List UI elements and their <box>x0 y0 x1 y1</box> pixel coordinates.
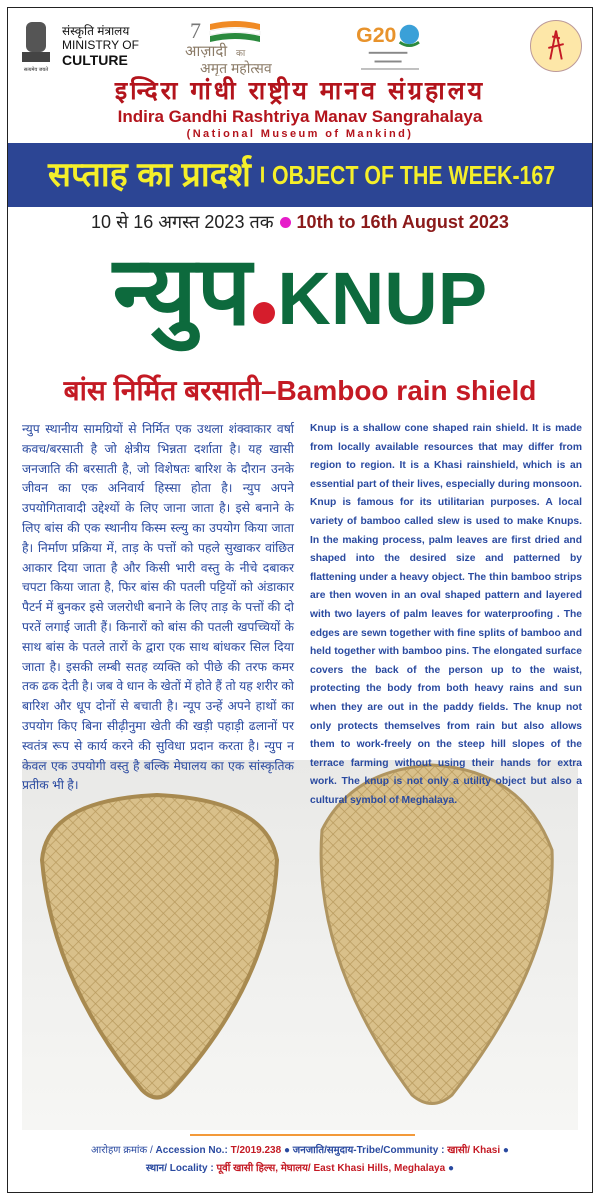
subtitle-hi: बांस निर्मित बरसाती– <box>63 375 277 406</box>
igrms-logo <box>530 20 582 72</box>
museum-title-en: Indira Gandhi Rashtriya Manav Sangrahalaya <box>117 107 483 126</box>
ministry-of-culture-logo <box>62 24 139 68</box>
tribe-label: जनजाति/समुदाय-Tribe/Community : <box>292 1145 445 1156</box>
g20-logo <box>350 18 430 76</box>
object-name-hi: न्युप <box>112 238 252 345</box>
svg-text:का: का <box>236 48 246 58</box>
date-en: 10th to 16th August 2023 <box>296 212 509 232</box>
description-hi: न्युप स्थानीय सामग्रियों से निर्मित एक उथला शंक्वाकार वर्षा कवच/बरसाती है जो क्षेत्रीय भिन्नता दर्शाता है। यह खासी जनजाति की बरसाती है, जो विशेषतः बारिश के दौरान उनके जीवन का एक अनिवार्य हिस्सा होता है। न्युप अपने उपयोगितावादी उद्देश्यों के लिए जाना जाता है। इसे बनाने के लिए बांस की एक स्थानीय किस्म स्ल्यु का उपयोग किया जाता है। निर्माण प्रक्रिया में, ताड़ के पत्तों को पहले सुखाकर वांछित आकार दिया जाता है और किसी भारी वस्तु के नीचे दबाकर चपटा किया जाता है, फिर बांस की पतली पट्टियों को अंडाकार पैटर्न में बुनकर इसे जलरोधी बनाने के लिए ताड़ के पत्तों की दो परतें लगाई जाती हैं। किनारों को बांस की पतली खपच्चियों के साथ बांस के पतले तारों के द्वारा एक साथ बांधकर सिल दिया जाता है। इसकी लम्बी सतह व्यक्ति को पीछे की तरफ कमर तक ढक देती है। जब वे धान के खेतों में होते हैं तो यह शरीर को बारिश और धूप दोनों से बचाती है। न्यूप उन्हें अपने हाथों का उपयोग किए बिना सीढ़ीनुमा खेती की खड़ी पहाड़ी ढलानों पर स्वतंत्र रूप से कार्य करने की सुविधा प्रदान करता है। न्युप न केवल एक उपयोगी वस्तु है बल्कि मेघालय का एक सांस्कृतिक प्रतीक भी है। <box>22 422 294 793</box>
azadi-ka-amrit-mahotsav-logo <box>180 16 290 76</box>
bullet-dot-icon <box>280 217 291 228</box>
svg-text:G20: G20 <box>356 23 397 48</box>
ministry-en-1: MINISTRY OF <box>62 38 139 52</box>
date-hi: 10 से 16 अगस्त 2023 तक <box>91 212 274 232</box>
museum-subtitle: (National Museum of Mankind) <box>186 128 414 140</box>
locality-label: स्थान/ Locality : <box>146 1163 214 1174</box>
ministry-en-2: CULTURE <box>62 52 128 68</box>
accession-label: Accession No.: <box>155 1145 228 1156</box>
svg-text:अमृत महोत्सव: अमृत महोत्सव <box>200 60 272 76</box>
description-en: Knup is a shallow cone shaped rain shield. It is made from locally available resources that may differ from region to region. It is a Khasi rainshield, which is an essential part of their lives, especially during monsoon. Knup is famous for its utilitarian purposes. A local variety of bamboo called slew is used to make Knups. In the making process, palm leaves are first dried and shaped into the desired size and patterned by flattening under a heavy object. The thin bamboo strips are then woven in an oval shaped pattern and layered with two layers of palm leaves for waterproofing . The edges are sewn together with fine splits of bamboo and held together with bamboo pins. The elongated surface covers the back of the person up to the waist, protecting the body from both heavy rains and sun when they are out in the paddy fields. The knup not only protects themselves from rain but also allows them to work-freely on the steep hill slopes of the terrace farming without using their hands for extra work. The knup is not only a utility object but also a cultural symbol of Meghalaya. <box>310 423 582 806</box>
svg-text:आज़ादी: आज़ादी <box>185 43 228 60</box>
banner-en: OBJECT OF THE WEEK-167 <box>271 160 556 190</box>
accession-label-hi: आरोहण क्रमांक / <box>91 1145 153 1156</box>
footer-details: आरोहण क्रमांक / Accession No.: T/2019.238 ● जनजाति/समुदाय-Tribe/Community : खासी/ Khasi ● स्थान/ Locality : पूर्वी खासी हिल्स, मेघालय/ East Khasi Hills, Meghalaya ● <box>91 1145 509 1174</box>
museum-title-hi: इन्दिरा गांधी राष्ट्रीय मानव संग्रहालय <box>114 77 486 105</box>
red-dot-icon <box>253 302 275 324</box>
ministry-hi: संस्कृति मंत्रालय <box>62 24 130 38</box>
banner-hi: सप्ताह का प्रादर्श <box>48 156 251 194</box>
object-name <box>0 236 600 348</box>
banner-separator: । <box>256 161 266 188</box>
footer-divider <box>190 1134 415 1136</box>
object-of-week-banner <box>8 143 592 207</box>
subtitle-en: Bamboo rain shield <box>276 375 537 406</box>
tribe-value: खासी/ Khasi <box>447 1145 501 1156</box>
svg-text:7: 7 <box>190 18 201 43</box>
object-name-en: KNUP <box>277 257 488 340</box>
national-emblem-logo <box>18 18 54 73</box>
accession-value: T/2019.238 <box>230 1145 282 1156</box>
date-range <box>0 211 600 234</box>
svg-text:सत्यमेव जयते: सत्यमेव जयते <box>23 67 49 73</box>
locality-value: पूर्वी खासी हिल्स, मेघालय/ East Khasi Hills, Meghalaya <box>216 1163 446 1174</box>
object-subtitle <box>0 372 600 410</box>
